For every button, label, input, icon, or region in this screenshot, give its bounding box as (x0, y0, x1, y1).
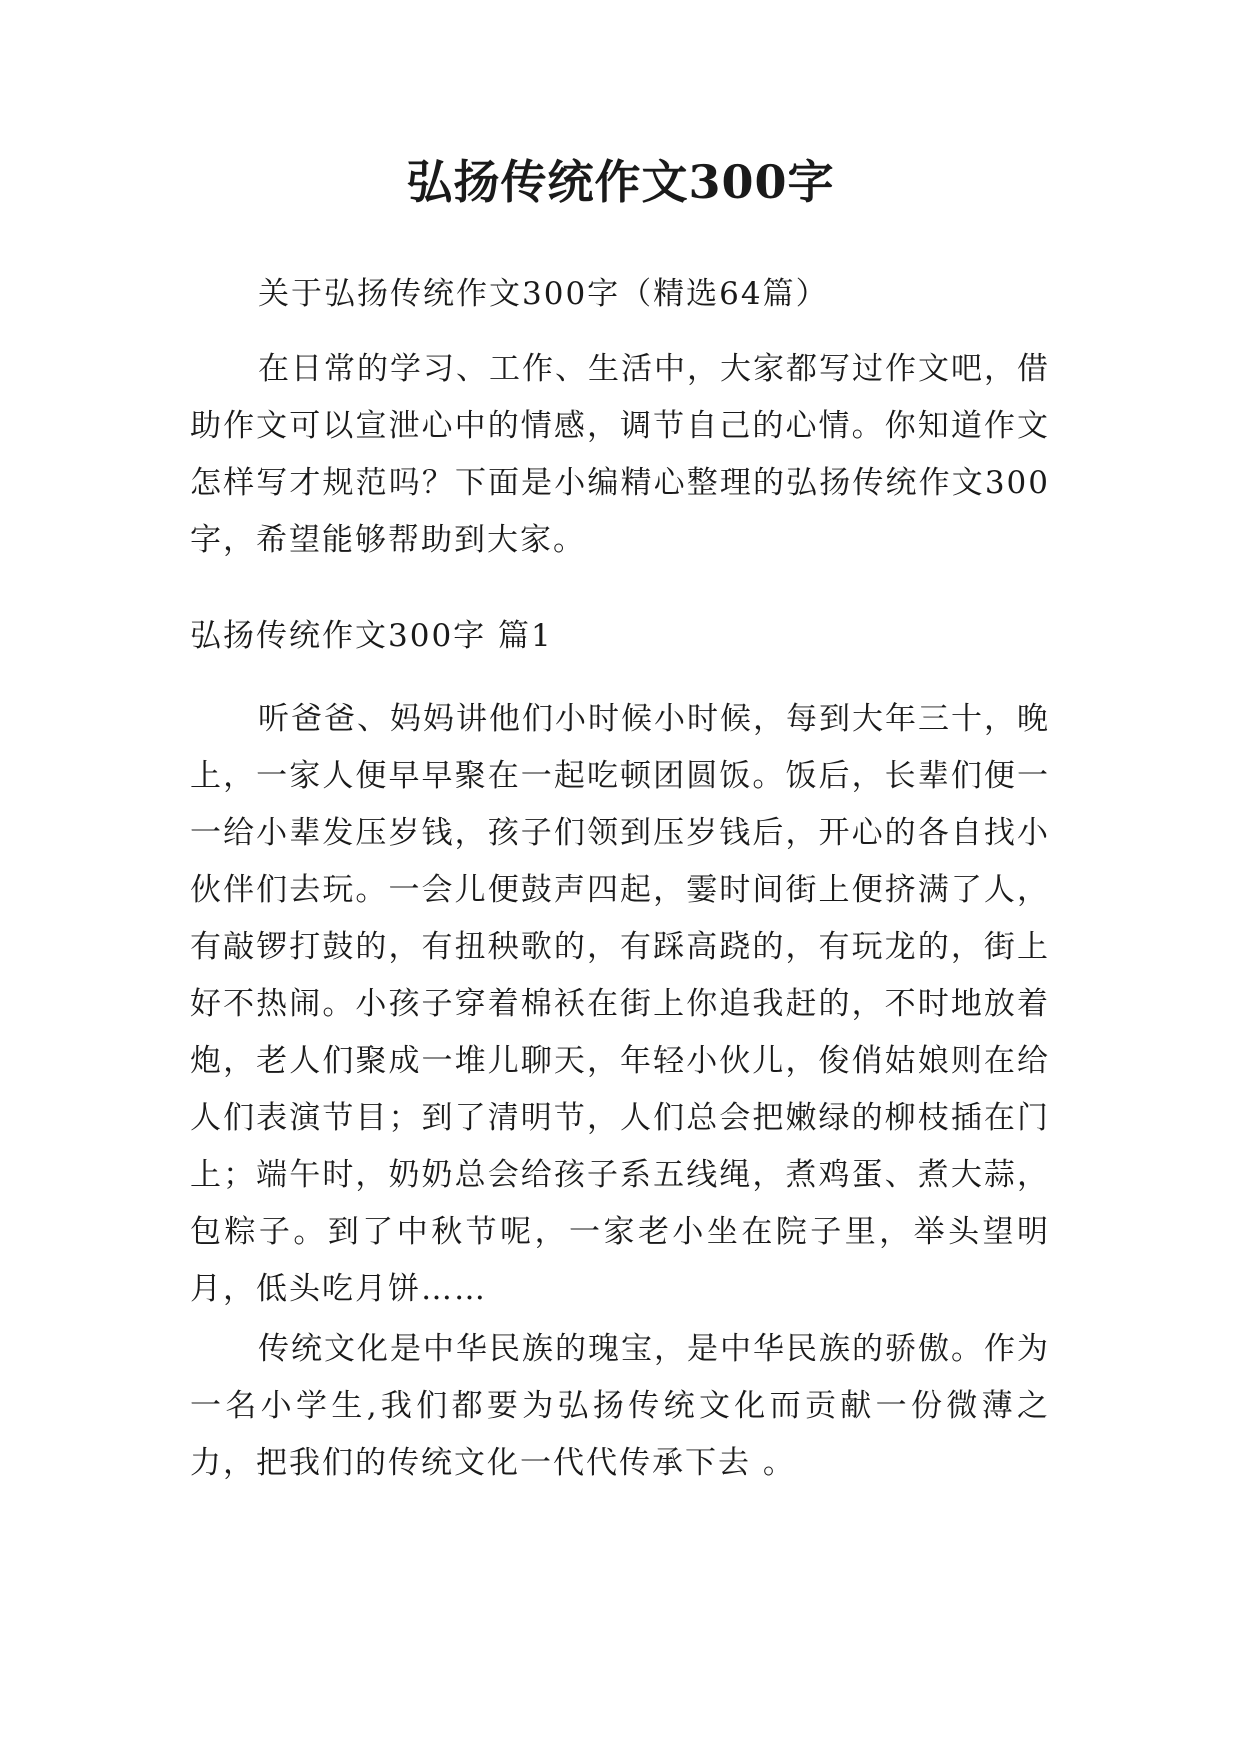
section-paragraph-2: 传统文化是中华民族的瑰宝，是中华民族的骄傲。作为一名小学生,我们都要为弘扬传统文化而贡献一份微薄之力，把我们的传统文化一代代传承下去 。 (190, 1331, 1050, 1481)
section-heading: 弘扬传统作文300字 篇1 (190, 618, 553, 654)
intro-heading: 关于弘扬传统作文300字（精选64篇） (258, 276, 829, 312)
document-title: 弘扬传统作文300字 (406, 155, 835, 209)
intro-paragraph: 在日常的学习、工作、生活中，大家都写过作文吧，借助作文可以宣泄心中的情感，调节自己的心情。你知道作文怎样写才规范吗？下面是小编精心整理的弘扬传统作文300字，希望能够帮助到大家。 (190, 351, 1050, 558)
section-paragraph-1: 听爸爸、妈妈讲他们小时候小时候，每到大年三十，晚上，一家人便早早聚在一起吃顿团圆饭。饭后，长辈们便一一给小辈发压岁钱，孩子们领到压岁钱后，开心的各自找小伙伴们去玩。一会儿便鼓声四起，霎时间街上便挤满了人，有敲锣打鼓的，有扭秧歌的，有踩高跷的，有玩龙的，街上好不热闹。小孩子穿着棉袄在街上你追我赶的，不时地放着炮，老人们聚成一堆儿聊天，年轻小伙儿，俊俏姑娘则在给人们表演节目；到了清明节，人们总会把嫩绿的柳枝插在门上；端午时，奶奶总会给孩子系五线绳，煮鸡蛋、煮大蒜，包粽子。到了中秋节呢，一家老小坐在院子里，举头望明月，低头吃月饼…… (190, 701, 1050, 1307)
